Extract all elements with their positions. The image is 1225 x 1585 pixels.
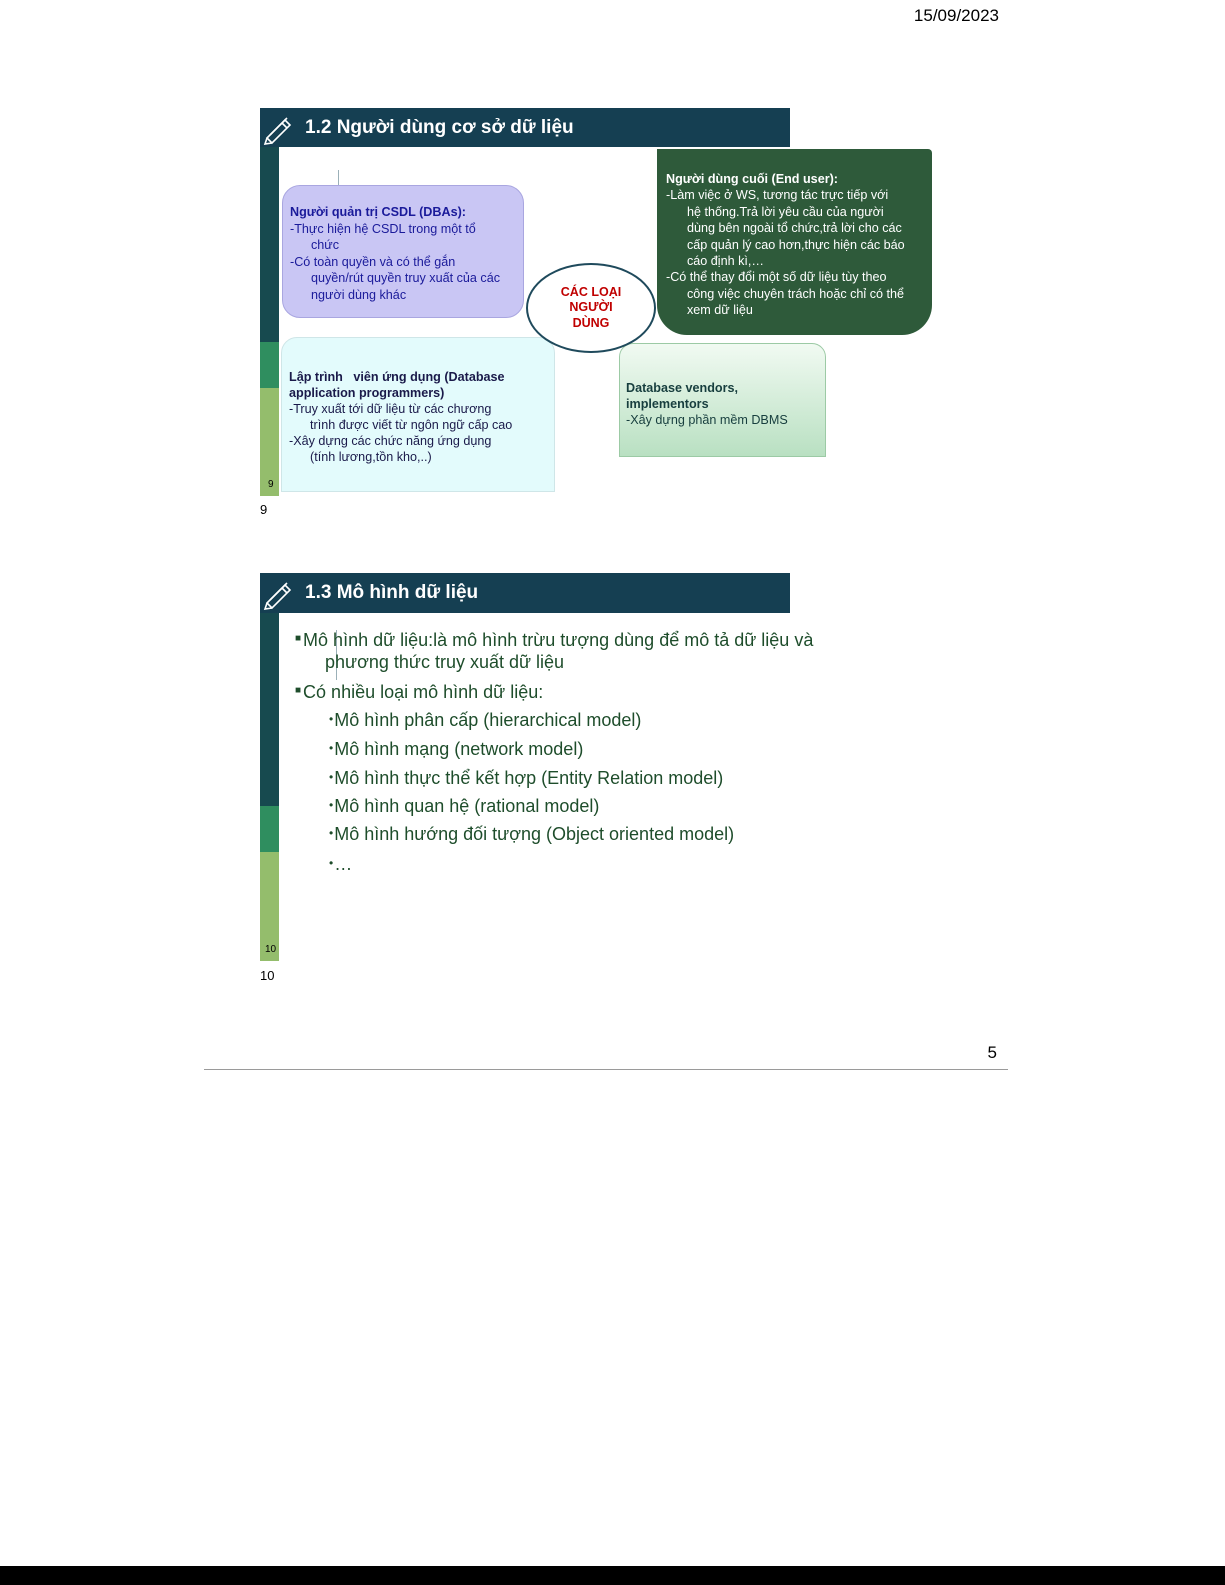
connector-line: [338, 170, 339, 185]
dba-line: người dùng khác: [311, 287, 407, 302]
circle-label: NGƯỜI: [569, 300, 613, 315]
programmer-line: -Truy xuất tới dữ liệu từ các chương: [289, 402, 492, 416]
slide-number: 9: [268, 479, 274, 490]
slide-caption: 9: [260, 502, 268, 517]
programmer-title: application programmers): [289, 386, 445, 400]
dot-bullet-icon: •: [329, 712, 334, 726]
circle-label: DÙNG: [572, 315, 610, 330]
sub-bullet-text: Mô hình hướng đối tượng (Object oriented model): [334, 824, 735, 844]
dba-title: Người quản trị CSDL (DBAs):: [290, 205, 466, 219]
programmer-title: Lập trình viên ứng dụng (Database: [289, 370, 505, 384]
page-number: 5: [987, 1043, 997, 1062]
end-user-line: -Có thể thay đổi một số dữ liệu tùy theo: [666, 270, 887, 285]
sub-bullet-text: …: [334, 854, 353, 874]
vendor-line: -Xây dựng phần mềm DBMS: [626, 413, 788, 427]
sub-bullet-text: Mô hình phân cấp (hierarchical model): [334, 710, 642, 730]
end-user-line: dùng bên ngoài tổ chức,trả lời cho các: [687, 221, 902, 236]
end-user-box: [657, 149, 932, 335]
square-bullet-icon: ■: [295, 685, 302, 696]
bullet-item: [295, 628, 813, 651]
pencil-icon: [261, 111, 295, 145]
sub-bullet-text: Mô hình quan hệ (rational model): [334, 796, 600, 816]
user-types-circle: [526, 263, 656, 353]
programmer-line: -Xây dựng các chức năng ứng dụng: [289, 434, 492, 448]
programmer-line: trình được viết từ ngôn ngữ cấp cao: [310, 418, 513, 432]
slide-sidebar-mid: [260, 806, 279, 852]
dba-line: -Thực hiện hệ CSDL trong một tổ: [290, 221, 476, 236]
end-user-title: Người dùng cuối (End user):: [666, 172, 838, 186]
vendor-title: Database vendors,: [626, 381, 738, 395]
dba-line: quyền/rút quyền truy xuất của các: [311, 271, 501, 285]
programmer-box: [281, 337, 555, 492]
dot-bullet-icon: •: [329, 798, 334, 812]
sub-bullet-text: Mô hình thực thể kết hợp (Entity Relation model): [334, 768, 724, 788]
slide-title: 1.3 Mô hình dữ liệu: [305, 582, 479, 603]
square-bullet-icon: ■: [295, 633, 302, 644]
programmer-line: (tính lương,tồn kho,..): [310, 450, 432, 464]
pencil-icon: [261, 576, 295, 610]
sub-bullet-item: [329, 708, 641, 731]
dba-box: [282, 185, 524, 318]
dot-bullet-icon: •: [329, 770, 334, 784]
end-user-line: cấp quản lý cao hơn,thực hiện các báo: [687, 237, 905, 252]
footer-divider: [204, 1069, 1008, 1070]
bottom-edge: [0, 1566, 1225, 1585]
vendor-box: [619, 343, 826, 457]
sub-bullet-text: Mô hình mạng (network model): [334, 739, 584, 759]
bullet-text: Có nhiều loại mô hình dữ liệu:: [303, 682, 544, 702]
dba-line: -Có toàn quyền và có thể gắn: [290, 254, 456, 269]
dot-bullet-icon: •: [329, 856, 334, 870]
slide-sidebar-mid: [260, 342, 279, 388]
end-user-line: -Làm việc ở WS, tương tác trực tiếp với: [666, 188, 889, 203]
slide-number: 10: [265, 944, 277, 955]
sub-bullet-item: [329, 822, 734, 845]
dot-bullet-icon: •: [329, 741, 334, 755]
sub-bullet-item: [329, 737, 583, 760]
dot-bullet-icon: •: [329, 826, 334, 840]
sub-bullet-item: [329, 794, 599, 817]
end-user-line: công việc chuyên trách hoặc chỉ có thể: [687, 286, 905, 301]
bullet-text: Mô hình dữ liệu:là mô hình trừu tượng dùng để mô tả dữ liệu và: [303, 630, 814, 650]
sub-bullet-item: [329, 852, 352, 875]
end-user-line: cáo định kì,…: [687, 254, 765, 269]
bullet-continuation: phương thức truy xuất dữ liệu: [325, 652, 565, 672]
page-date: 15/09/2023: [913, 6, 999, 25]
end-user-line: xem dữ liệu: [687, 303, 753, 318]
dba-line: chức: [311, 238, 340, 252]
end-user-line: hệ thống.Trả lời yêu cầu của người: [687, 204, 884, 219]
slide-caption: 10: [260, 968, 275, 983]
circle-label: CÁC LOẠI: [560, 284, 622, 299]
bullet-item: [295, 680, 543, 703]
sub-bullet-item: [329, 766, 723, 789]
slide-title: 1.2 Người dùng cơ sở dữ liệu: [305, 117, 574, 138]
vendor-title: implementors: [626, 397, 709, 411]
